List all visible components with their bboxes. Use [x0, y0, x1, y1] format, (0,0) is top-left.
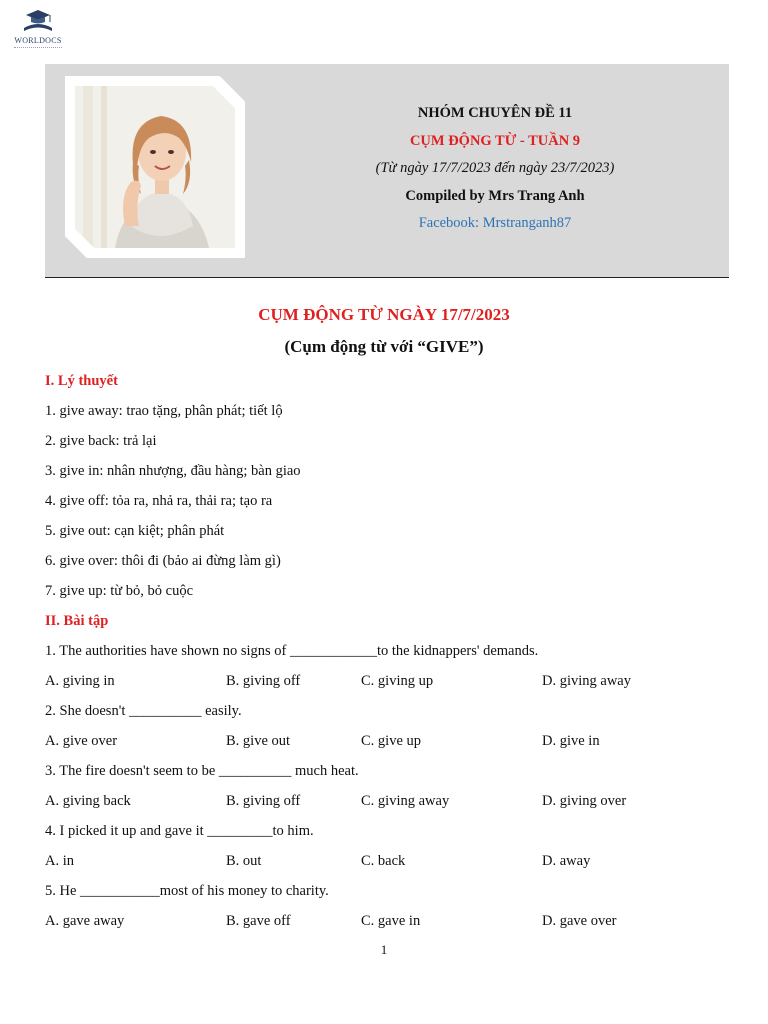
graduation-cap-book-icon — [8, 6, 68, 36]
theory-item: 5. give out: cạn kiệt; phân phát — [45, 523, 225, 539]
option-c: C. giving up — [361, 673, 434, 689]
option-a: A. in — [45, 853, 74, 869]
theory-heading: I. Lý thuyết — [45, 373, 118, 389]
option-d: D. give in — [542, 733, 600, 749]
header-banner — [45, 64, 729, 278]
header-text-block — [305, 100, 685, 238]
group-title: NHÓM CHUYÊN ĐỀ 11 — [417, 105, 573, 121]
option-d: D. giving away — [542, 673, 631, 689]
theory-item: 6. give over: thôi đi (bảo ai đừng làm gì) — [45, 553, 281, 569]
page-number: 1 — [380, 942, 388, 957]
theory-item: 7. give up: từ bỏ, bỏ cuộc — [45, 583, 194, 599]
question-text: 4. I picked it up and gave it _________to him. — [45, 823, 314, 839]
question-text: 2. She doesn't __________ easily. — [45, 703, 242, 719]
theory-item: 4. give off: tỏa ra, nhả ra, thải ra; tạo ra — [45, 493, 273, 509]
option-c: C. give up — [361, 733, 422, 749]
option-c: C. giving away — [361, 793, 450, 809]
option-d: D. away — [542, 853, 591, 869]
facebook-link[interactable]: Facebook: Mrstranganh87 — [418, 215, 572, 231]
option-b: B. give out — [226, 733, 291, 749]
option-b: B. out — [226, 853, 262, 869]
question-text: 5. He ___________most of his money to charity. — [45, 883, 329, 899]
page-title: CỤM ĐỘNG TỪ NGÀY 17/7/2023 — [258, 305, 510, 324]
compiler-credit: Compiled by Mrs Trang Anh — [405, 187, 585, 204]
option-a: A. giving in — [45, 673, 115, 689]
date-range: (Từ ngày 17/7/2023 đến ngày 23/7/2023) — [375, 160, 615, 176]
answer-options — [45, 668, 735, 698]
author-photo — [75, 86, 235, 248]
option-c: C. back — [361, 853, 406, 869]
option-b: B. giving off — [226, 793, 301, 809]
woman-portrait-illustration — [75, 86, 235, 248]
option-a: A. giving back — [45, 793, 131, 809]
document-body — [45, 368, 735, 938]
option-d: D. gave over — [542, 913, 617, 929]
question-text: 1. The authorities have shown no signs of ____________to the kidnappers' demands. — [45, 643, 539, 659]
question-text: 3. The fire doesn't seem to be __________ much heat. — [45, 763, 359, 779]
week-title: CỤM ĐỘNG TỪ - TUẦN 9 — [409, 132, 581, 149]
exercise-heading: II. Bài tập — [45, 613, 109, 629]
option-b: B. giving off — [226, 673, 301, 689]
answer-options — [45, 728, 735, 758]
author-photo-frame — [65, 76, 245, 258]
logo-text: WORLDOCS — [14, 36, 62, 45]
answer-options — [45, 908, 735, 938]
theory-item: 3. give in: nhân nhượng, đầu hàng; bàn giao — [45, 463, 301, 479]
option-a: A. give over — [45, 733, 118, 749]
option-c: C. gave in — [361, 913, 421, 929]
worldocs-logo — [8, 6, 68, 56]
theory-item: 2. give back: trả lại — [45, 433, 157, 449]
option-b: B. gave off — [226, 913, 291, 929]
theory-item: 1. give away: trao tặng, phân phát; tiết lộ — [45, 403, 283, 419]
answer-options — [45, 788, 735, 818]
logo-underline — [14, 47, 62, 49]
option-d: D. giving over — [542, 793, 627, 809]
page-subtitle: (Cụm động từ với “GIVE”) — [284, 337, 484, 356]
option-a: A. gave away — [45, 913, 125, 929]
answer-options — [45, 848, 735, 878]
